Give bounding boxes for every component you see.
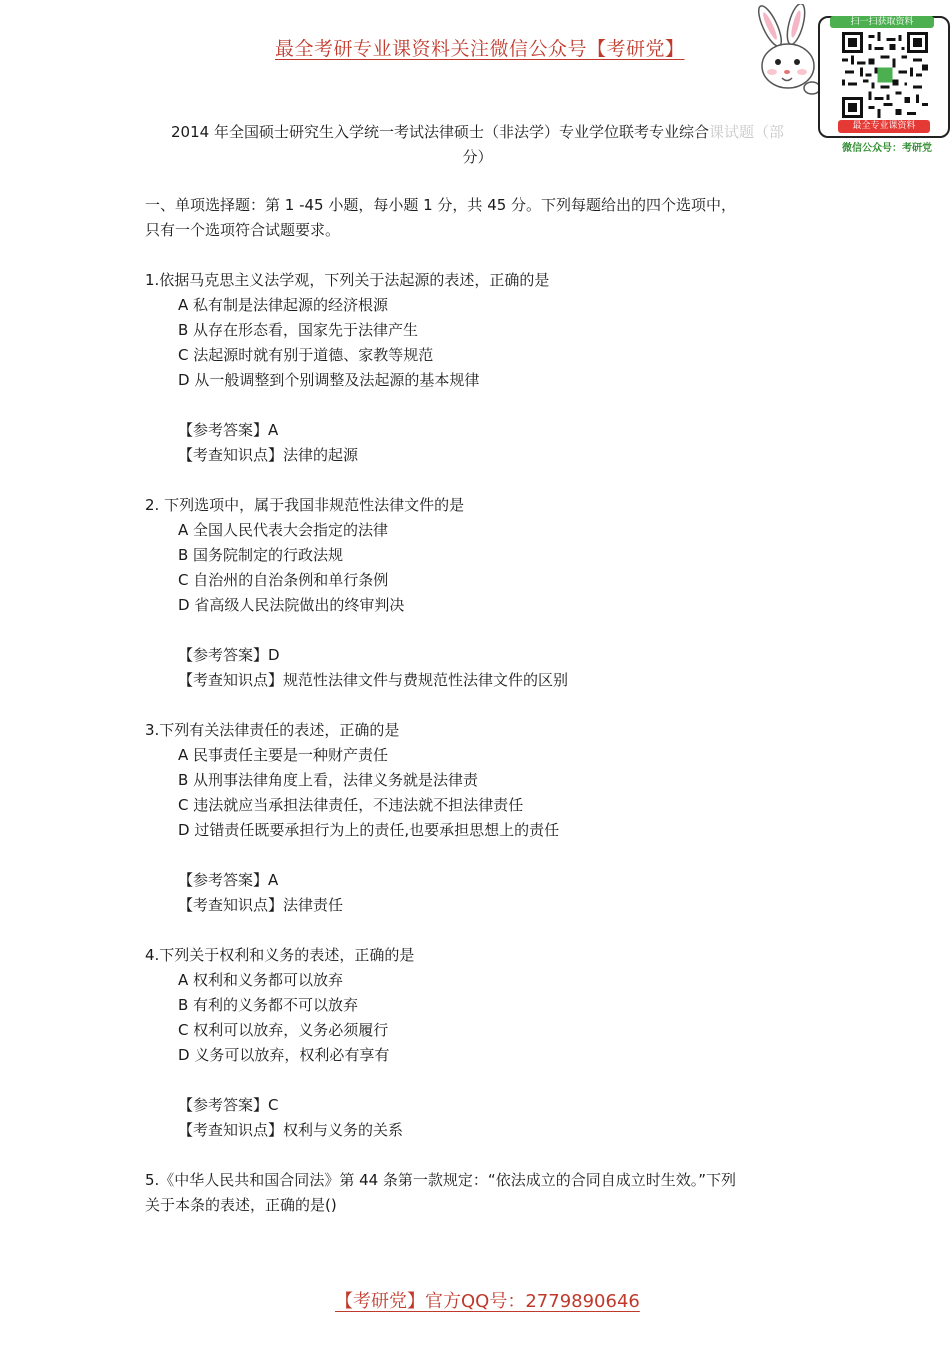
knowledge-point: 【考查知识点】法律责任 (178, 896, 344, 914)
reference-answer: 【参考答案】D (178, 646, 280, 664)
option-c: C 法起源时就有别于道德、家教等规范 (178, 346, 434, 364)
rabbit-mascot-icon (740, 4, 822, 104)
reference-answer: 【参考答案】A (178, 421, 279, 439)
title-line-2: 分） (462, 148, 493, 166)
option-a: A 权利和义务都可以放弃 (178, 971, 344, 989)
option-d: D 义务可以放弃，权利必有享有 (178, 1046, 390, 1064)
question-stem: 3.下列有关法律责任的表述，正确的是 (145, 721, 400, 739)
section-intro (145, 193, 815, 243)
question-stem: 4.下列关于权利和义务的表述，正确的是 (145, 946, 415, 964)
option-a: A 私有制是法律起源的经济根源 (178, 296, 389, 314)
header-banner: 最全考研专业课资料关注微信公众号【考研党】 (275, 38, 685, 60)
knowledge-point: 【考查知识点】权利与义务的关系 (178, 1121, 404, 1139)
section-intro-line: 只有一个选项符合试题要求。 (145, 221, 341, 239)
qr-top-label: 扫一扫获取资料 (830, 16, 934, 28)
knowledge-point: 【考查知识点】规范性法律文件与费规范性法律文件的区别 (178, 671, 569, 689)
option-b: B 从存在形态看，国家先于法律产生 (178, 321, 419, 339)
title-main: 2014 年全国硕士研究生入学统一考试法律硕士（非法学）专业学位联考专业综合 (171, 123, 709, 141)
question-4 (145, 943, 815, 1143)
question-stem-continued: 关于本条的表述，正确的是() (145, 1196, 337, 1214)
option-d: D 从一般调整到个别调整及法起源的基本规律 (178, 371, 480, 389)
qr-caption: 微信公众号：考研党 (842, 143, 932, 154)
section-intro-line: 一、单项选择题：第 1 -45 小题，每小题 1 分，共 45 分。下列每题给出的四个选项中， (145, 196, 737, 214)
footer-contact: 【考研党】官方QQ号：2779890646 (335, 1291, 640, 1312)
title-line-1 (145, 120, 810, 145)
question-3 (145, 718, 815, 918)
option-d: D 省高级人民法院做出的终审判决 (178, 596, 405, 614)
question-stem: 2. 下列选项中，属于我国非规范性法律文件的是 (145, 496, 465, 514)
option-a: A 全国人民代表大会指定的法律 (178, 521, 389, 539)
option-b: B 从刑事法律角度上看，法律义务就是法律责 (178, 771, 479, 789)
option-a: A 民事责任主要是一种财产责任 (178, 746, 389, 764)
reference-answer: 【参考答案】A (178, 871, 279, 889)
option-c: C 违法就应当承担法律责任，不违法就不担法律责任 (178, 796, 524, 814)
option-b: B 国务院制定的行政法规 (178, 546, 344, 564)
reference-answer: 【参考答案】C (178, 1096, 279, 1114)
qr-bottom-label: 最全专业课资料 (838, 120, 930, 133)
qr-code-panel[interactable] (818, 16, 950, 138)
knowledge-point: 【考查知识点】法律的起源 (178, 446, 359, 464)
question-stem: 5.《中华人民共和国合同法》第 44 条第一款规定：“依法成立的合同自成立时生效。”下列 (145, 1171, 736, 1189)
option-b: B 有利的义务都不可以放弃 (178, 996, 359, 1014)
question-1 (145, 268, 815, 468)
option-d: D 过错责任既要承担行为上的责任,也要承担思想上的责任 (178, 821, 560, 839)
question-stem: 1.依据马克思主义法学观，下列关于法起源的表述，正确的是 (145, 271, 550, 289)
exam-content (145, 193, 815, 1243)
option-c: C 自治州的自治条例和单行条例 (178, 571, 389, 589)
title-faded: 课试题（部 (708, 123, 784, 141)
document-title (145, 120, 810, 170)
qr-code-icon (842, 32, 928, 118)
question-2 (145, 493, 815, 693)
question-5 (145, 1168, 815, 1218)
option-c: C 权利可以放弃，义务必须履行 (178, 1021, 389, 1039)
